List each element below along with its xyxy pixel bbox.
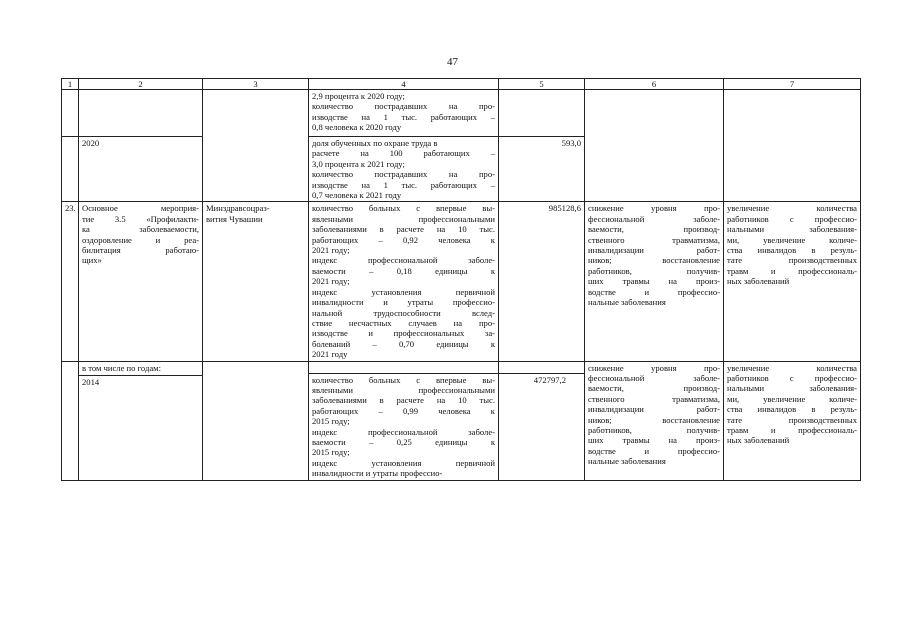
text-line: работающих – 0,92 человека к: [312, 234, 495, 245]
text-line: Основное мероприя-: [82, 203, 199, 214]
text-line: ваемости, производ-: [588, 224, 720, 235]
cell-number: [62, 137, 79, 202]
text-line: заболеваниями в расчете на 10 тыс.: [312, 395, 495, 406]
text-line: нальной трудоспособности вслед-: [312, 307, 495, 318]
cell-indicators: [309, 202, 499, 361]
cell-number: [62, 361, 79, 480]
text-line: изводстве на 1 тыс. работающих –: [312, 111, 495, 122]
text-line: водстве и профессио-: [588, 286, 720, 297]
cell-indicators: [309, 361, 499, 480]
text-line: 2021 году;: [312, 276, 350, 287]
cell-name: [79, 202, 203, 361]
text-line: работников с профессио-: [727, 213, 857, 224]
year-label: 2020: [82, 138, 100, 148]
cell-executor: [203, 202, 309, 361]
cell-amount: [499, 90, 585, 137]
text-line: 3,0 процента к 2021 году;: [312, 158, 405, 169]
text-line: инвалидности и утраты профессио-: [312, 468, 443, 479]
text-line: ми, увеличение количе-: [727, 393, 857, 404]
text-line: 2,9 процента к 2020 году;: [312, 91, 405, 101]
page-number: 47: [447, 56, 458, 68]
text-line: нальными заболевания-: [727, 383, 857, 394]
text-line: инвалидизации работ-: [588, 404, 720, 415]
cell-year: [79, 137, 203, 202]
text-line: ка заболеваемости,: [82, 224, 199, 235]
text-line: работников с профессио-: [727, 372, 857, 383]
cell-amount: 985128,6: [499, 202, 585, 361]
text-line: индекс профессиональной заболе-: [312, 255, 495, 266]
cell-number: [62, 90, 79, 137]
text-line: инвалидизации работ-: [588, 245, 720, 256]
cell-result: [585, 90, 724, 202]
year-label: 2014: [82, 376, 100, 387]
cell-executor: [203, 90, 309, 202]
text-line: ваемости – 0,25 единицы к: [312, 436, 495, 447]
text-line: травм и профессиональ-: [727, 265, 857, 276]
text-line: фессиональной заболе-: [588, 372, 720, 383]
text-line: работников, получив-: [588, 265, 720, 276]
text-line: количество больных с впервые вы-: [312, 374, 495, 385]
text-line: ваемости, производ-: [588, 383, 720, 394]
text-line: ников; восстановление: [588, 255, 720, 266]
text-line: болеваний – 0,70 единицы к: [312, 338, 495, 349]
text-line: травм и профессиональ-: [727, 424, 857, 435]
cell-result: [585, 361, 724, 480]
text-line: вития Чувашии: [206, 213, 263, 224]
text-line: тате производственных: [727, 414, 857, 425]
table-row: [62, 361, 861, 480]
text-line: 2015 году;: [312, 447, 350, 458]
text-line: тате производственных: [727, 255, 857, 266]
text-line: количество пострадавших на про-: [312, 101, 495, 112]
text-line: ственного травматизма,: [588, 393, 720, 404]
header-cell: 6: [585, 79, 724, 90]
header-row: [62, 79, 861, 90]
text-line: снижение уровня про-: [588, 362, 720, 373]
cell-risk: [724, 202, 861, 361]
text-line: работающих – 0,99 человека к: [312, 405, 495, 416]
header-cell: 3: [203, 79, 309, 90]
text-line: увеличение количества: [727, 203, 857, 214]
cell-indicators: [309, 137, 499, 202]
amount-value: 472797,2: [533, 374, 566, 385]
text-line: количество пострадавших на про-: [312, 169, 495, 180]
text-line: количество больных с впервые вы-: [312, 203, 495, 214]
cell-executor: [203, 361, 309, 480]
text-line: заболеваниями в расчете на 10 тыс.: [312, 224, 495, 235]
text-line: нальные заболевания: [588, 297, 666, 308]
text-line: водстве и профессио-: [588, 445, 720, 456]
text-line: индекс установления первичной: [312, 457, 495, 468]
text-line: расчете на 100 работающих –: [312, 148, 495, 159]
text-line: ственного травматизма,: [588, 234, 720, 245]
cell-amount: [499, 361, 585, 480]
cell-name: [79, 90, 203, 137]
text-line: ства инвалидов в резуль-: [727, 404, 857, 415]
text-line: инвалидности и утраты профессио-: [312, 297, 495, 308]
header-cell: 2: [79, 79, 203, 90]
text-line: ных заболеваний: [727, 276, 790, 287]
text-line: нальные заболевания: [588, 456, 666, 467]
text-line: работников, получив-: [588, 424, 720, 435]
text-line: билитация работаю-: [82, 245, 199, 256]
header-cell: 5: [499, 79, 585, 90]
text-line: ших травмы на произ-: [588, 276, 720, 287]
cell-result: [585, 202, 724, 361]
text-line: Минздравсоцраз-: [206, 203, 270, 214]
text-line: 0,7 человека к 2021 году: [312, 190, 402, 201]
text-line: нальными заболевания-: [727, 224, 857, 235]
text-line: ми, увеличение количе-: [727, 234, 857, 245]
text-line: ных заболеваний: [727, 435, 790, 446]
text-line: фессиональной заболе-: [588, 213, 720, 224]
text-line: ваемости – 0,18 единицы к: [312, 265, 495, 276]
text-line: явленными профессиональными: [312, 384, 495, 395]
text-line: 2015 году;: [312, 416, 350, 427]
cell-indicators: [309, 90, 499, 137]
cell-name: [79, 361, 203, 480]
header-cell: 7: [724, 79, 861, 90]
text-line: ствие несчастных случаев на про-: [312, 317, 495, 328]
table-row: [62, 90, 861, 137]
years-label: в том числе по годам:: [82, 362, 161, 373]
text-line: индекс профессиональной заболе-: [312, 426, 495, 437]
text-line: явленными профессиональными: [312, 213, 495, 224]
table-row: [62, 202, 861, 361]
text-line: ников; восстановление: [588, 414, 720, 425]
text-line: снижение уровня про-: [588, 203, 720, 214]
program-table: [61, 78, 861, 481]
text-line: изводстве и профессиональных за-: [312, 328, 495, 339]
text-line: доля обученных по охране труда в: [312, 138, 438, 148]
cell-risk: [724, 361, 861, 480]
text-line: 2021 году;: [312, 245, 350, 256]
text-line: 0,8 человека к 2020 году: [312, 122, 402, 133]
text-line: увеличение количества: [727, 362, 857, 373]
header-cell: 1: [62, 79, 79, 90]
text-line: индекс установления первичной: [312, 286, 495, 297]
text-line: ства инвалидов в резуль-: [727, 245, 857, 256]
text-line: оздоровление и реа-: [82, 234, 199, 245]
text-line: изводстве на 1 тыс. работающих –: [312, 179, 495, 190]
header-cell: 4: [309, 79, 499, 90]
cell-number: 23.: [62, 202, 79, 361]
text-line: тие 3.5 «Профилакти-: [82, 213, 199, 224]
text-line: 2021 году: [312, 349, 348, 360]
text-line: ших травмы на произ-: [588, 435, 720, 446]
cell-amount: 593,0: [499, 137, 585, 202]
cell-risk: [724, 90, 861, 202]
text-line: щих»: [82, 255, 102, 266]
